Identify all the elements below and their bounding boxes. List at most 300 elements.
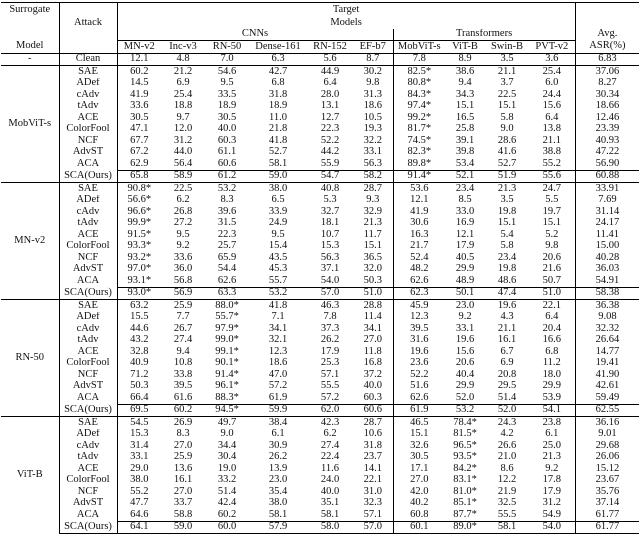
value-cell: 26.2 <box>268 451 288 462</box>
value-cell: 21.0 <box>497 451 517 462</box>
value-cell: 59.0 <box>161 521 205 534</box>
avg-asr-cell: 31.14 <box>575 206 639 218</box>
value-cell: 40.9 <box>130 357 149 368</box>
value-cell: 53.2 <box>445 404 485 417</box>
value-cell: 38.0 <box>249 183 307 195</box>
value-cell: 54.9 <box>542 509 561 520</box>
value-cell: 40.8 <box>307 183 353 195</box>
value-cell: 24.4 <box>542 89 561 100</box>
value-cell: 16.6 <box>542 334 561 345</box>
value-cell: 16.5 <box>455 112 475 123</box>
value-cell: 21.2 <box>161 66 205 78</box>
value-cell: 42.4 <box>217 497 237 508</box>
avg-asr-cell: 11.41 <box>575 229 639 241</box>
table-row <box>1 429 639 441</box>
value-cell: 28.7 <box>353 417 393 429</box>
value-cell: 84.3* <box>393 89 445 101</box>
value-cell: 51.9 <box>485 170 529 183</box>
table-row <box>1 170 639 183</box>
results-table <box>1 2 639 534</box>
value-cell: 20.6 <box>542 252 561 263</box>
value-cell: 56.9 <box>161 287 205 300</box>
value-cell: 56.3 <box>320 252 340 263</box>
value-cell: 9.2 <box>545 463 559 474</box>
value-cell: 5.4 <box>500 229 514 240</box>
value-cell: 18.9 <box>268 100 288 111</box>
attack-name-cell: SAE <box>59 417 117 429</box>
value-cell: 26.8 <box>173 206 193 217</box>
surrogate-model-cell: - <box>1 53 59 66</box>
value-cell: 33.7 <box>173 497 193 508</box>
value-cell: 42.3 <box>307 417 353 429</box>
value-cell: 31.8 <box>363 440 382 451</box>
value-cell: 96.1* <box>215 380 239 391</box>
value-cell: 47.7 <box>130 497 149 508</box>
value-cell: 36.5 <box>363 252 382 263</box>
avg-asr-cell: 36.38 <box>575 300 639 312</box>
value-cell: 51.0 <box>353 287 393 300</box>
value-cell: 96.6* <box>127 206 152 217</box>
table-row <box>1 486 639 498</box>
column-header-pvt-v2: PVT-v2 <box>529 41 575 54</box>
table-row <box>1 195 639 207</box>
value-cell: 41.8 <box>268 135 288 146</box>
value-cell: 99.0* <box>215 334 239 345</box>
value-cell: 54.5 <box>117 417 161 429</box>
attack-name-cell: SCA(Ours) <box>59 287 117 300</box>
value-cell: 44.2 <box>320 146 340 157</box>
value-cell: 30.5 <box>217 112 237 123</box>
value-cell: 9.7 <box>176 112 190 123</box>
value-cell: 22.3 <box>217 229 237 240</box>
value-cell: 12.1 <box>393 195 445 207</box>
value-cell: 10.6 <box>363 428 382 439</box>
avg-asr-cell: 30.34 <box>575 89 639 101</box>
value-cell: 84.2* <box>453 463 477 474</box>
value-cell: 26.7 <box>173 323 193 334</box>
value-cell: 11.2 <box>542 357 561 368</box>
column-header-ef-b7: EF-b7 <box>353 41 393 54</box>
value-cell: 6.8 <box>271 77 285 88</box>
value-cell: 54.4 <box>217 263 237 274</box>
value-cell: 55.7 <box>268 275 288 286</box>
value-cell: 57.2 <box>320 392 340 403</box>
value-cell: 9.4 <box>458 77 472 88</box>
value-cell: 33.1 <box>455 323 475 334</box>
value-cell: 15.4 <box>268 240 288 251</box>
value-cell: 23.4 <box>445 183 485 195</box>
value-cell: 93.0* <box>117 287 161 300</box>
value-cell: 18.9 <box>217 100 237 111</box>
value-cell: 12.3 <box>393 312 445 324</box>
value-cell: 29.9 <box>455 380 475 391</box>
value-cell: 20.4 <box>542 323 561 334</box>
value-cell: 21.1 <box>497 323 517 334</box>
value-cell: 93.2* <box>127 252 152 263</box>
value-cell: 13.6 <box>173 463 193 474</box>
avg-asr-cell: 58.38 <box>575 287 639 300</box>
value-cell: 9.8 <box>545 240 559 251</box>
value-cell: 32.7 <box>320 206 340 217</box>
avg-asr-cell: 14.77 <box>575 346 639 358</box>
value-cell: 34.1 <box>363 323 382 334</box>
value-cell: 26.6 <box>497 440 517 451</box>
column-header-vit-b: ViT-B <box>445 41 485 54</box>
value-cell: 54.7 <box>307 170 353 183</box>
value-cell: 8.7 <box>366 53 380 64</box>
avg-asr-cell: 36.03 <box>575 264 639 276</box>
attack-name-cell: ColorFool <box>59 358 117 370</box>
value-cell: 56.6* <box>127 194 152 205</box>
value-cell: 22.4 <box>320 451 340 462</box>
value-cell: 18.6 <box>363 100 382 111</box>
value-cell: 24.3 <box>485 417 529 429</box>
value-cell: 3.5 <box>500 53 514 64</box>
value-cell: 38.6 <box>445 66 485 78</box>
target-header-line2: Models <box>330 17 362 28</box>
table-row <box>1 463 639 475</box>
value-cell: 31.5 <box>217 217 237 228</box>
value-cell: 9.8 <box>366 77 380 88</box>
value-cell: 93.1* <box>127 275 152 286</box>
value-cell: 60.1 <box>393 521 445 534</box>
avg-asr-cell: 47.22 <box>575 147 639 159</box>
value-cell: 58.1 <box>485 521 529 534</box>
avg-asr-cell: 6.83 <box>575 53 639 66</box>
transformers-group-header: Transformers <box>393 29 575 41</box>
table-row <box>1 404 639 417</box>
value-cell: 27.0 <box>173 486 193 497</box>
attack-name-cell: tAdv <box>59 452 117 464</box>
value-cell: 55.5 <box>497 509 517 520</box>
value-cell: 25.9 <box>173 451 193 462</box>
value-cell: 23.8 <box>529 417 575 429</box>
value-cell: 28.0 <box>320 89 340 100</box>
value-cell: 47.1 <box>130 123 149 134</box>
table-row <box>1 218 639 230</box>
value-cell: 17.1 <box>393 463 445 475</box>
attack-name-cell: ACA <box>59 392 117 404</box>
avg-asr-cell: 40.93 <box>575 135 639 147</box>
value-cell: 55.2 <box>130 486 149 497</box>
avg-asr-cell: 23.67 <box>575 475 639 487</box>
table-row <box>1 229 639 241</box>
value-cell: 19.6 <box>485 300 529 312</box>
value-cell: 99.9* <box>127 217 152 228</box>
attack-name-cell: tAdv <box>59 335 117 347</box>
value-cell: 25.4 <box>529 66 575 78</box>
value-cell: 38.0 <box>130 474 149 485</box>
value-cell: 82.3* <box>393 147 445 159</box>
attack-name-cell: AdvST <box>59 147 117 159</box>
avg-asr-cell: 33.91 <box>575 183 639 195</box>
value-cell: 93.3* <box>127 240 152 251</box>
value-cell: 9.2 <box>458 311 472 322</box>
attack-name-cell: cAdv <box>59 440 117 452</box>
avg-asr-cell: 26.64 <box>575 335 639 347</box>
attack-name-cell: ColorFool <box>59 241 117 253</box>
value-cell: 53.2 <box>249 287 307 300</box>
table-row <box>1 498 639 510</box>
avg-asr-cell: 59.49 <box>575 392 639 404</box>
attack-name-cell: tAdv <box>59 218 117 230</box>
value-cell: 29.9 <box>542 380 561 391</box>
value-cell: 74.5* <box>393 135 445 147</box>
value-cell: 15.1 <box>542 217 561 228</box>
value-cell: 45.3 <box>268 263 288 274</box>
value-cell: 58.0 <box>307 521 353 534</box>
value-cell: 27.4 <box>173 334 193 345</box>
value-cell: 28.6 <box>497 135 517 146</box>
attack-header: Attack <box>59 17 117 29</box>
value-cell: 40.0 <box>363 380 382 391</box>
value-cell: 3.6 <box>545 53 559 64</box>
value-cell: 10.7 <box>320 229 340 240</box>
value-cell: 6.0 <box>545 77 559 88</box>
value-cell: 9.2 <box>176 240 190 251</box>
table-row <box>1 358 639 370</box>
value-cell: 15.3 <box>320 240 340 251</box>
attack-name-cell: cAdv <box>59 89 117 101</box>
value-cell: 94.5* <box>205 404 249 417</box>
value-cell: 25.8 <box>455 123 475 134</box>
value-cell: 81.5* <box>453 428 477 439</box>
value-cell: 30.5 <box>393 452 445 464</box>
value-cell: 11.6 <box>321 463 339 474</box>
value-cell: 34.4 <box>217 440 237 451</box>
value-cell: 60.6 <box>217 158 237 169</box>
table-row <box>1 452 639 464</box>
value-cell: 47.4 <box>485 287 529 300</box>
table-row <box>1 101 639 113</box>
attack-name-cell: SAE <box>59 66 117 78</box>
value-cell: 61.1 <box>217 146 237 157</box>
value-cell: 16.3 <box>393 229 445 241</box>
value-cell: 11.7 <box>363 229 382 240</box>
value-cell: 31.6 <box>393 335 445 347</box>
value-cell: 57.9 <box>249 521 307 534</box>
value-cell: 9.5 <box>271 229 285 240</box>
value-cell: 47.0 <box>268 369 288 380</box>
value-cell: 88.0* <box>205 300 249 312</box>
value-cell: 46.5 <box>393 417 445 429</box>
value-cell: 18.1 <box>320 217 340 228</box>
value-cell: 40.5 <box>455 252 475 263</box>
value-cell: 15.6 <box>455 346 475 357</box>
value-cell: 22.1 <box>363 474 382 485</box>
value-cell: 41.6 <box>497 146 517 157</box>
value-cell: 52.4 <box>393 252 445 264</box>
value-cell: 52.7 <box>268 146 288 157</box>
value-cell: 67.7 <box>130 135 149 146</box>
value-cell: 60.2 <box>117 66 161 78</box>
value-cell: 9.5 <box>220 77 234 88</box>
value-cell: 21.3 <box>542 451 561 462</box>
value-cell: 56.3 <box>363 158 382 169</box>
attack-name-cell: AdvST <box>59 498 117 510</box>
value-cell: 22.1 <box>529 300 575 312</box>
attack-name-cell: Clean <box>59 53 117 66</box>
value-cell: 61.9 <box>393 404 445 417</box>
value-cell: 6.2 <box>176 194 190 205</box>
attack-name-cell: ADef <box>59 195 117 207</box>
attack-name-cell: ACA <box>59 158 117 170</box>
avg-asr-cell: 29.68 <box>575 440 639 452</box>
value-cell: 22.5 <box>161 183 205 195</box>
value-cell: 9.0 <box>500 123 514 134</box>
value-cell: 50.1 <box>445 287 485 300</box>
value-cell: 6.4 <box>323 77 337 88</box>
value-cell: 39.1 <box>455 135 475 146</box>
attack-name-cell: ACE <box>59 463 117 475</box>
table-row <box>1 369 639 381</box>
avg-asr-cell: 42.61 <box>575 381 639 393</box>
value-cell: 25.3 <box>320 357 340 368</box>
value-cell: 8.3 <box>220 194 234 205</box>
value-cell: 81.0* <box>453 486 477 497</box>
value-cell: 40.0 <box>320 486 340 497</box>
attack-name-cell: AdvST <box>59 264 117 276</box>
value-cell: 15.1 <box>393 429 445 441</box>
value-cell: 52.0 <box>455 392 475 403</box>
avg-asr-cell: 19.41 <box>575 358 639 370</box>
value-cell: 11.4 <box>363 311 382 322</box>
value-cell: 66.4 <box>130 392 149 403</box>
value-cell: 10.8 <box>173 357 193 368</box>
value-cell: 18.6 <box>268 357 288 368</box>
value-cell: 80.8* <box>393 78 445 90</box>
surrogate-model-cell: MN-v2 <box>1 183 59 300</box>
table-row <box>1 475 639 487</box>
value-cell: 31.0 <box>363 486 382 497</box>
value-cell: 6.3 <box>271 53 285 64</box>
value-cell: 30.4 <box>217 451 237 462</box>
value-cell: 6.8 <box>545 346 559 357</box>
column-header-mobvit-s: MobViT-s <box>393 41 445 54</box>
value-cell: 52.2 <box>393 369 445 381</box>
column-header-rn-152: RN-152 <box>307 41 353 54</box>
attack-name-cell: ACE <box>59 229 117 241</box>
value-cell: 31.4 <box>130 440 149 451</box>
value-cell: 23.0 <box>445 300 485 312</box>
value-cell: 29.9 <box>455 263 475 274</box>
avg-asr-cell: 26.06 <box>575 452 639 464</box>
value-cell: 87.7* <box>453 509 477 520</box>
value-cell: 6.9 <box>176 77 190 88</box>
value-cell: 5.2 <box>545 229 559 240</box>
value-cell: 41.9 <box>130 89 149 100</box>
value-cell: 32.6 <box>393 440 445 452</box>
value-cell: 17.8 <box>542 474 561 485</box>
value-cell: 30.2 <box>353 66 393 78</box>
value-cell: 9.3 <box>366 194 380 205</box>
attack-name-cell: ADef <box>59 78 117 90</box>
table-row <box>1 158 639 170</box>
value-cell: 60.2 <box>161 404 205 417</box>
table-row <box>1 53 639 66</box>
value-cell: 48.2 <box>393 264 445 276</box>
value-cell: 27.2 <box>173 217 193 228</box>
value-cell: 53.9 <box>542 392 561 403</box>
attack-name-cell: AdvST <box>59 381 117 393</box>
table-row <box>1 323 639 335</box>
value-cell: 22.3 <box>320 123 340 134</box>
value-cell: 50.3 <box>130 380 149 391</box>
table-row <box>1 335 639 347</box>
value-cell: 38.8 <box>542 146 561 157</box>
value-cell: 50.3 <box>363 275 382 286</box>
value-cell: 32.1 <box>268 334 288 345</box>
value-cell: 58.1 <box>268 158 288 169</box>
value-cell: 28.7 <box>353 183 393 195</box>
value-cell: 51.4 <box>497 392 517 403</box>
value-cell: 91.4* <box>393 170 445 183</box>
value-cell: 29.5 <box>497 380 517 391</box>
value-cell: 61.6 <box>173 392 193 403</box>
value-cell: 32.5 <box>497 497 517 508</box>
value-cell: 37.1 <box>320 263 340 274</box>
value-cell: 85.1* <box>453 497 477 508</box>
value-cell: 38.0 <box>268 497 288 508</box>
table-row <box>1 392 639 404</box>
value-cell: 56.8 <box>173 275 193 286</box>
value-cell: 33.5 <box>217 89 237 100</box>
value-cell: 60.3 <box>217 135 237 146</box>
value-cell: 33.0 <box>455 206 475 217</box>
value-cell: 55.5 <box>320 380 340 391</box>
value-cell: 52.7 <box>497 158 517 169</box>
attack-name-cell: SAE <box>59 300 117 312</box>
value-cell: 23.4 <box>497 252 517 263</box>
value-cell: 55.2 <box>542 158 561 169</box>
value-cell: 45.9 <box>393 300 445 312</box>
value-cell: 7.1 <box>271 311 285 322</box>
table-row <box>1 206 639 218</box>
value-cell: 8.5 <box>458 194 472 205</box>
table-row <box>1 66 639 78</box>
target-header-line1: Target <box>117 3 575 18</box>
value-cell: 38.4 <box>249 417 307 429</box>
attack-name-cell: SCA(Ours) <box>59 404 117 417</box>
value-cell: 58.1 <box>320 509 340 520</box>
surrogate-model-cell: ViT-B <box>1 417 59 534</box>
surrogate-model-cell: RN-50 <box>1 300 59 417</box>
value-cell: 15.1 <box>497 217 517 228</box>
value-cell: 93.5* <box>453 451 477 462</box>
value-cell: 23.0 <box>268 474 288 485</box>
value-cell: 4.2 <box>500 428 514 439</box>
avg-asr-cell: 36.16 <box>575 417 639 429</box>
avg-asr-cell: 37.14 <box>575 498 639 510</box>
avg-asr-cell: 60.88 <box>575 170 639 183</box>
column-header-dense-161: Dense-161 <box>249 41 307 54</box>
surrogate-header-line1: Surrogate <box>1 3 59 18</box>
value-cell: 60.2 <box>217 509 237 520</box>
value-cell: 52.2 <box>320 135 340 146</box>
value-cell: 9.5 <box>176 229 190 240</box>
table-row <box>1 417 639 429</box>
value-cell: 16.9 <box>455 217 475 228</box>
value-cell: 5.5 <box>545 194 559 205</box>
value-cell: 16.8 <box>363 357 382 368</box>
column-header-inc-v3: Inc-v3 <box>161 41 205 54</box>
value-cell: 41.8 <box>249 300 307 312</box>
value-cell: 30.9 <box>268 440 288 451</box>
avg-header-line1: Avg. <box>575 29 639 41</box>
value-cell: 32.2 <box>363 135 382 146</box>
value-cell: 55.6 <box>529 170 575 183</box>
value-cell: 19.0 <box>217 463 237 474</box>
